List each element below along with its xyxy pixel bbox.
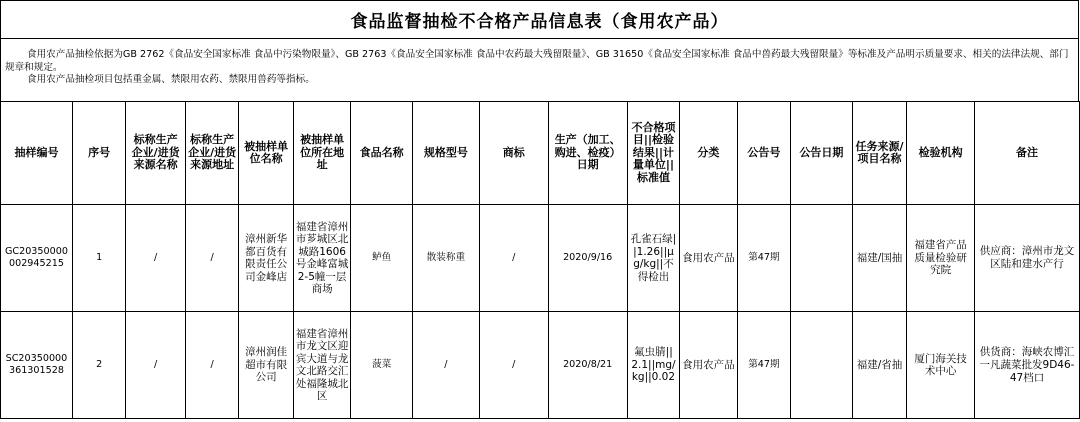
header-food-name: 食品名称 [351, 102, 413, 205]
cell-sample-no: GC20350000002945215 [1, 205, 73, 312]
header-notice-no: 公告号 [737, 102, 790, 205]
cell-notice-no: 第47期 [737, 312, 790, 419]
cell-seq: 2 [72, 312, 125, 419]
cell-sampled-address: 福建省漳州市龙文区迎宾大道与龙文北路交汇处福隆城北区 [293, 312, 351, 419]
cell-notice-date [791, 312, 853, 419]
cell-sampled-unit: 漳州润佳超市有限公司 [239, 312, 293, 419]
cell-remark: 供应商：漳州市龙文区陆和建水产行 [975, 205, 1080, 312]
cell-brand: / [479, 312, 548, 419]
header-sample-no: 抽样编号 [1, 102, 73, 205]
unqualified-products-table [0, 101, 1080, 419]
cell-fail-item: 孔雀石绿||1.26||μg/kg||不得检出 [627, 205, 679, 312]
cell-producer-address: / [185, 312, 238, 419]
intro-line-standards: 食用农产品抽检依据为GB 2762《食品安全国家标准 食品中污染物限量》、GB 2763《食品安全国家标准 食品中农药最大残留限量》、GB 31650《食品安全国家标准 食品中兽药最大残留限量》等标准及产品明示质量要求、相关的法律法规、部门规章和规定。 [5, 49, 1069, 73]
cell-notice-no: 第47期 [737, 205, 790, 312]
header-spec: 规格型号 [413, 102, 480, 205]
cell-brand: / [479, 205, 548, 312]
cell-notice-date [791, 205, 853, 312]
cell-spec: 散装称重 [413, 205, 480, 312]
header-notice-date: 公告日期 [791, 102, 853, 205]
cell-date: 2020/8/21 [548, 312, 627, 419]
header-task-source: 任务来源/项目名称 [852, 102, 906, 205]
header-sampled-unit: 被抽样单位名称 [239, 102, 293, 205]
table-row [1, 312, 1080, 419]
header-producer-address: 标称生产企业/进货来源地址 [185, 102, 238, 205]
cell-food-name: 菠菜 [351, 312, 413, 419]
header-producer-name: 标称生产企业/进货来源名称 [126, 102, 186, 205]
cell-sampled-unit: 漳州新华都百货有限责任公司金峰店 [239, 205, 293, 312]
cell-producer-name: / [126, 312, 186, 419]
header-date: 生产（加工、购进、检疫）日期 [548, 102, 627, 205]
cell-remark: 供货商：海峡农博汇一凡蔬菜批发9D46-47档口 [975, 312, 1080, 419]
cell-seq: 1 [72, 205, 125, 312]
header-brand: 商标 [479, 102, 548, 205]
header-remark: 备注 [975, 102, 1080, 205]
cell-date: 2020/9/16 [548, 205, 627, 312]
cell-food-name: 鲈鱼 [351, 205, 413, 312]
cell-spec: / [413, 312, 480, 419]
cell-lab: 厦门海关技术中心 [907, 312, 975, 419]
header-sampled-address: 被抽样单位所在地址 [293, 102, 351, 205]
cell-producer-name: / [126, 205, 186, 312]
cell-category: 食用农产品 [680, 312, 738, 419]
cell-category: 食用农产品 [680, 205, 738, 312]
table-header-row [1, 102, 1080, 205]
cell-sampled-address: 福建省漳州市芗城区北城路1606号金峰富城2-5幢一层商场 [293, 205, 351, 312]
header-seq: 序号 [72, 102, 125, 205]
header-category: 分类 [680, 102, 738, 205]
cell-sample-no: SC20350000361301528 [1, 312, 73, 419]
intro-text [0, 39, 1079, 101]
cell-fail-item: 氟虫腈||2.1||mg/kg||0.02 [627, 312, 679, 419]
cell-lab: 福建省产品质量检验研究院 [907, 205, 975, 312]
intro-line-items: 食用农产品抽检项目包括重金属、禁限用农药、禁限用兽药等指标。 [27, 74, 315, 85]
header-fail-item: 不合格项目||检验结果||计量单位||标准值 [627, 102, 679, 205]
header-lab: 检验机构 [907, 102, 975, 205]
cell-task-source: 福建/国抽 [852, 205, 906, 312]
table-row [1, 205, 1080, 312]
cell-producer-address: / [185, 205, 238, 312]
cell-task-source: 福建/省抽 [852, 312, 906, 419]
page-title: 食品监督抽检不合格产品信息表（食用农产品） [0, 0, 1079, 39]
